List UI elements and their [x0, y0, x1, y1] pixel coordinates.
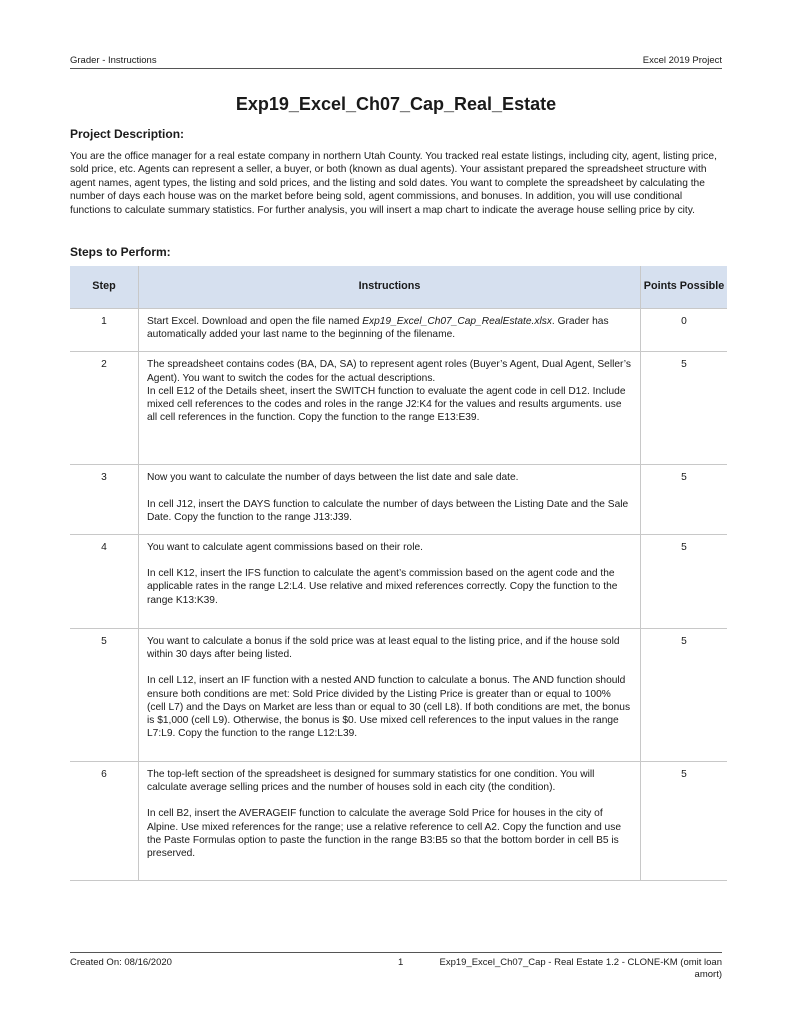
instruction-paragraph: The spreadsheet contains codes (BA, DA, SA) to represent agent roles (Buyer’s Agent, Dual Agent, Seller’s Agent). You want to switch the codes for the actual descriptions. — [147, 359, 631, 384]
table-row — [70, 629, 727, 762]
step-instructions — [139, 352, 641, 465]
footer-page-number: 1 — [398, 957, 404, 968]
header-points: Points Possible — [641, 266, 728, 309]
instruction-paragraph: You want to calculate agent commissions based on their role. — [147, 542, 423, 554]
step-instructions — [139, 465, 641, 535]
page-footer — [70, 952, 722, 980]
step-instructions — [139, 629, 641, 762]
table-row — [70, 309, 727, 352]
instruction-paragraph: In cell L12, insert an IF function with a nested AND function to calculate a bonus. The AND function should ensure both conditions are met: Sold Price divided by the Listing Price is greater than or equal to 100% (cell L7) and the Days on Market are less than or equal to 30 (cell L8). If both conditions are met, the bonus is $1,000 (cell L9). Otherwise, the bonus is $0. Use mixed cell references to the input values in the range L7:L9. Copy the function to the range L12:L39. — [147, 675, 631, 740]
step-points: 0 — [641, 309, 728, 352]
project-description-text: You are the office manager for a real estate company in northern Utah County. You tracked real estate listings, including city, agent, listing price, sold price, etc. Agents can represent a seller, a buyer, or both (known as dual agents). Your assistant prepared the spreadsheet structure with agent names, agent types, the listing and sold prices, and the listing and sold dates. You want to complete the spreadsheet by calculating the number of days each house was on the market before being sold, agent commissions, and bonuses. In addition, you will use conditional functions to calculate summary statistics. For further analysis, you will insert a map chart to indicate the average house selling price by city. — [70, 151, 717, 216]
step-instructions — [139, 762, 641, 881]
header-right-text: Excel 2019 Project — [642, 55, 722, 66]
table-row — [70, 535, 727, 629]
footer-created-on: Created On: 08/16/2020 — [70, 957, 172, 968]
table-header-row — [70, 266, 727, 309]
instruction-paragraph: In cell B2, insert the AVERAGEIF function to calculate the average Sold Price for houses in the city of Alpine. Use mixed references for the range; use a relative reference to cell A2. Copy the function and use the Paste Formulas option to paste the function in the range B3:B5 so that the bottom border in cell B5 is preserved. — [147, 808, 621, 860]
steps-table — [70, 266, 727, 881]
instruction-filename: Exp19_Excel_Ch07_Cap_RealEstate.xlsx — [362, 316, 552, 327]
step-points: 5 — [641, 465, 728, 535]
table-row — [70, 762, 727, 881]
step-number: 4 — [70, 535, 139, 629]
project-description-heading: Project Description: — [70, 127, 185, 141]
instruction-paragraph: Now you want to calculate the number of days between the list date and sale date. — [147, 472, 519, 484]
table-row — [70, 465, 727, 535]
footer-document-name: Exp19_Excel_Ch07_Cap - Real Estate 1.2 - CLONE-KM (omit loan amort) — [439, 957, 722, 980]
step-number: 5 — [70, 629, 139, 762]
step-instructions — [139, 535, 641, 629]
instruction-paragraph: You want to calculate a bonus if the sold price was at least equal to the listing price, and if the house sold within 30 days after being listed. — [147, 636, 620, 661]
step-number: 6 — [70, 762, 139, 881]
instruction-paragraph — [147, 315, 632, 341]
step-points: 5 — [641, 762, 728, 881]
instruction-paragraph: In cell K12, insert the IFS function to calculate the agent’s commission based on the agent code and the applicable rates in the range L2:L4. Use relative and mixed references correctly. Copy the function to the range K13:K39. — [147, 568, 618, 606]
header-left-text: Grader - Instructions — [70, 55, 157, 66]
step-instructions — [139, 309, 641, 352]
instruction-text: . Grader has automatically added your last name to the beginning of the filename. — [147, 316, 609, 341]
step-points: 5 — [641, 629, 728, 762]
table-row — [70, 352, 727, 465]
instruction-paragraph: In cell E12 of the Details sheet, insert the SWITCH function to evaluate the agent code in cell D12. Include mixed cell references to the codes and roles in the range J2:K4 for the values and results arguments. use all cell references in the function. Copy the function to the range E13:E39. — [147, 385, 626, 424]
step-points: 5 — [641, 535, 728, 629]
page-header — [70, 54, 722, 69]
step-number: 2 — [70, 352, 139, 465]
step-number: 1 — [70, 309, 139, 352]
header-instructions: Instructions — [139, 266, 641, 309]
instruction-paragraph: In cell J12, insert the DAYS function to calculate the number of days between the Listing Date and the Sale Date. Copy the function to the range J13:J39. — [147, 498, 629, 523]
header-step: Step — [70, 266, 139, 309]
document-title: Exp19_Excel_Ch07_Cap_Real_Estate — [235, 94, 557, 114]
instruction-paragraph: The top-left section of the spreadsheet is designed for summary statistics for one condition. You will calculate average selling prices and the number of houses sold in each city (the condition). — [147, 769, 595, 794]
step-points: 5 — [641, 352, 728, 465]
steps-heading: Steps to Perform: — [70, 245, 171, 259]
instruction-text: Start Excel. Download and open the file named — [147, 316, 363, 327]
step-number: 3 — [70, 465, 139, 535]
